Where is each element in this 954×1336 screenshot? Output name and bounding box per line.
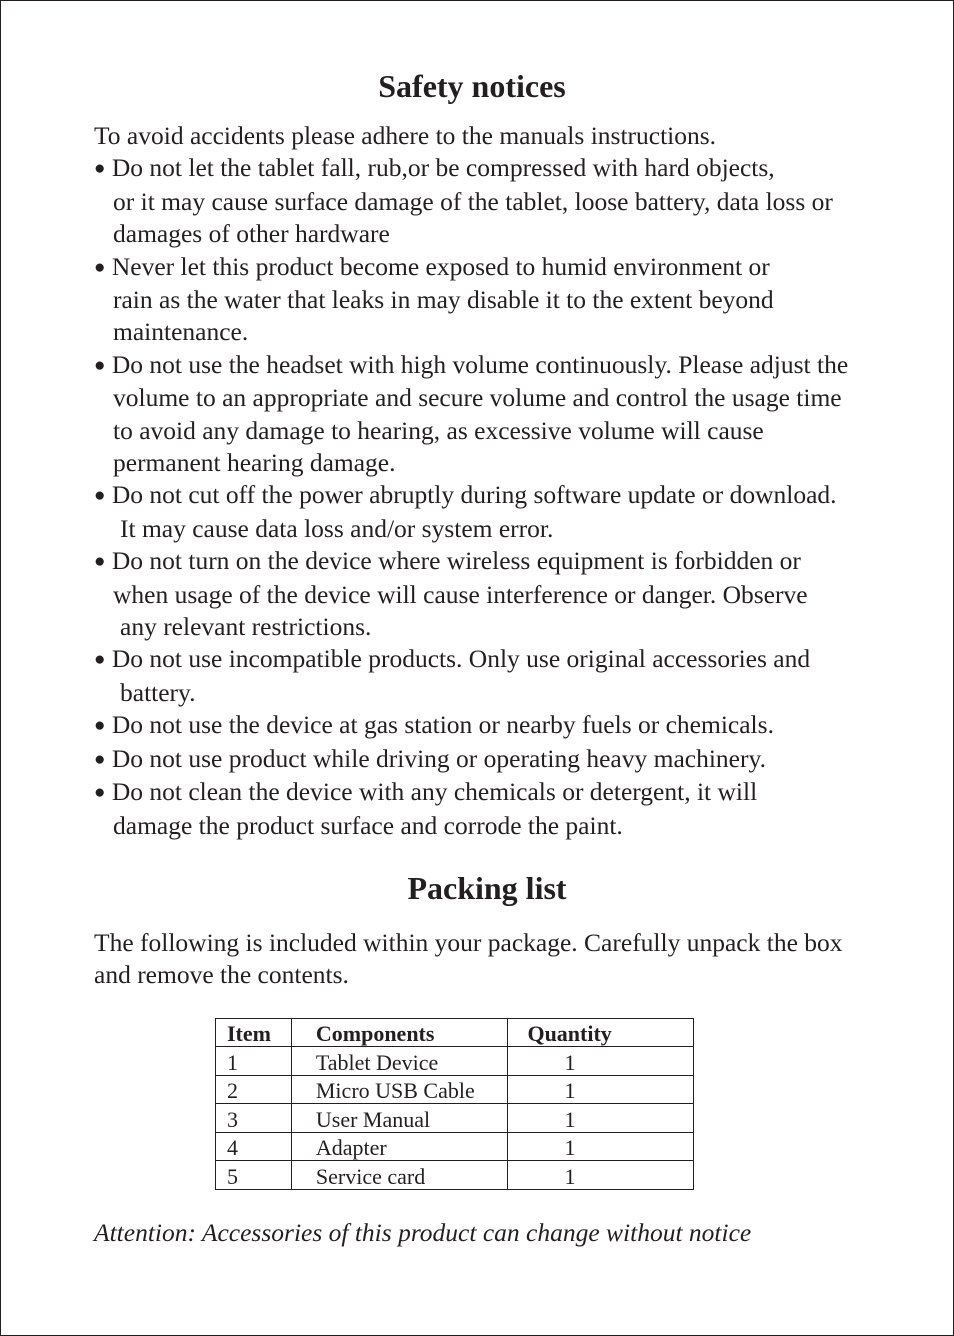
bullet-line: maintenance. [113,317,249,347]
safety-intro: To avoid accidents please adhere to the manuals instructions. [94,121,717,150]
bullet-icon: ● [94,748,106,770]
attention-note: Attention: Accessories of this product can change without notice [94,1218,752,1247]
bullet-icon: ● [94,782,106,804]
cell-component: Adapter [291,1132,508,1161]
bullet-line: Do not turn on the device where wireless equipment is forbidden or [111,546,801,576]
bullet-line: Do not use product while driving or operating heavy machinery. [111,743,766,773]
packing-table [215,1018,694,1190]
safety-bullet [94,251,848,349]
bullet-icon: ● [94,485,106,507]
safety-bullet [94,743,848,776]
cell-quantity: 1 [508,1104,694,1133]
safety-bullet [94,479,848,545]
safety-bullet [94,776,848,842]
cell-item: 5 [216,1161,292,1190]
table-header-row [216,1019,694,1047]
safety-bullet [94,643,848,709]
bullet-line: Never let this product become exposed to humid environment or [111,251,770,281]
bullet-line: damage the product surface and corrode the paint. [113,810,623,840]
header-quantity: Quantity [508,1019,694,1047]
header-components: Components [291,1019,508,1047]
bullet-line: damages of other hardware [113,219,390,249]
cell-quantity: 1 [508,1047,694,1076]
bullet-line: when usage of the device will cause interference or danger. Observe [113,579,808,609]
bullet-icon: ● [94,256,106,278]
table-row [216,1161,694,1190]
bullet-line: rain as the water that leaks in may disable it to the extent beyond [113,285,774,315]
cell-component: Service card [291,1161,508,1190]
bullet-line: Do not use the headset with high volume continuously. Please adjust the [111,349,849,379]
bullet-line: or it may cause surface damage of the tablet, loose battery, data loss or [113,186,833,216]
bullet-line: Do not use the device at gas station or nearby fuels or chemicals. [111,710,774,740]
safety-bullet [94,152,848,250]
bullet-icon: ● [94,354,106,376]
cell-item: 1 [216,1047,292,1076]
bullet-icon: ● [94,551,106,573]
bullet-line: any relevant restrictions. [120,612,372,642]
bullet-line: permanent hearing damage. [113,448,396,478]
safety-bullet-list [94,152,848,842]
bullet-line: to avoid any damage to hearing, as excessive volume will cause [113,415,764,445]
bullet-icon: ● [94,649,106,671]
packing-intro-line: and remove the contents. [94,960,349,990]
bullet-icon: ● [94,158,106,180]
cell-item: 4 [216,1132,292,1161]
bullet-icon: ● [94,715,106,737]
cell-quantity: 1 [508,1075,694,1104]
cell-component: Micro USB Cable [291,1075,508,1104]
bullet-line: Do not cut off the power abruptly during software update or download. [111,480,837,510]
cell-quantity: 1 [508,1161,694,1190]
safety-notices-title: Safety notices [378,68,566,104]
cell-item: 3 [216,1104,292,1133]
bullet-line: Do not let the tablet fall, rub,or be compressed with hard objects, [111,153,775,183]
cell-component: User Manual [291,1104,508,1133]
table-row [216,1075,694,1104]
bullet-line: It may cause data loss and/or system error. [120,513,554,543]
bullet-line: Do not clean the device with any chemicals or detergent, it will [111,777,758,807]
safety-bullet [94,349,848,480]
bullet-line: volume to an appropriate and secure volume and control the usage time [113,383,842,413]
bullet-line: battery. [120,677,196,707]
header-item: Item [216,1019,292,1047]
packing-list-title: Packing list [407,870,567,906]
cell-component: Tablet Device [291,1047,508,1076]
cell-item: 2 [216,1075,292,1104]
packing-intro [94,927,914,992]
cell-quantity: 1 [508,1132,694,1161]
table-row [216,1132,694,1161]
table-row [216,1104,694,1133]
table-row [216,1047,694,1076]
packing-intro-line: The following is included within your package. Carefully unpack the box [94,928,843,957]
bullet-line: Do not use incompatible products. Only use original accessories and [111,644,811,674]
safety-bullet [94,709,848,742]
safety-bullet [94,545,848,643]
